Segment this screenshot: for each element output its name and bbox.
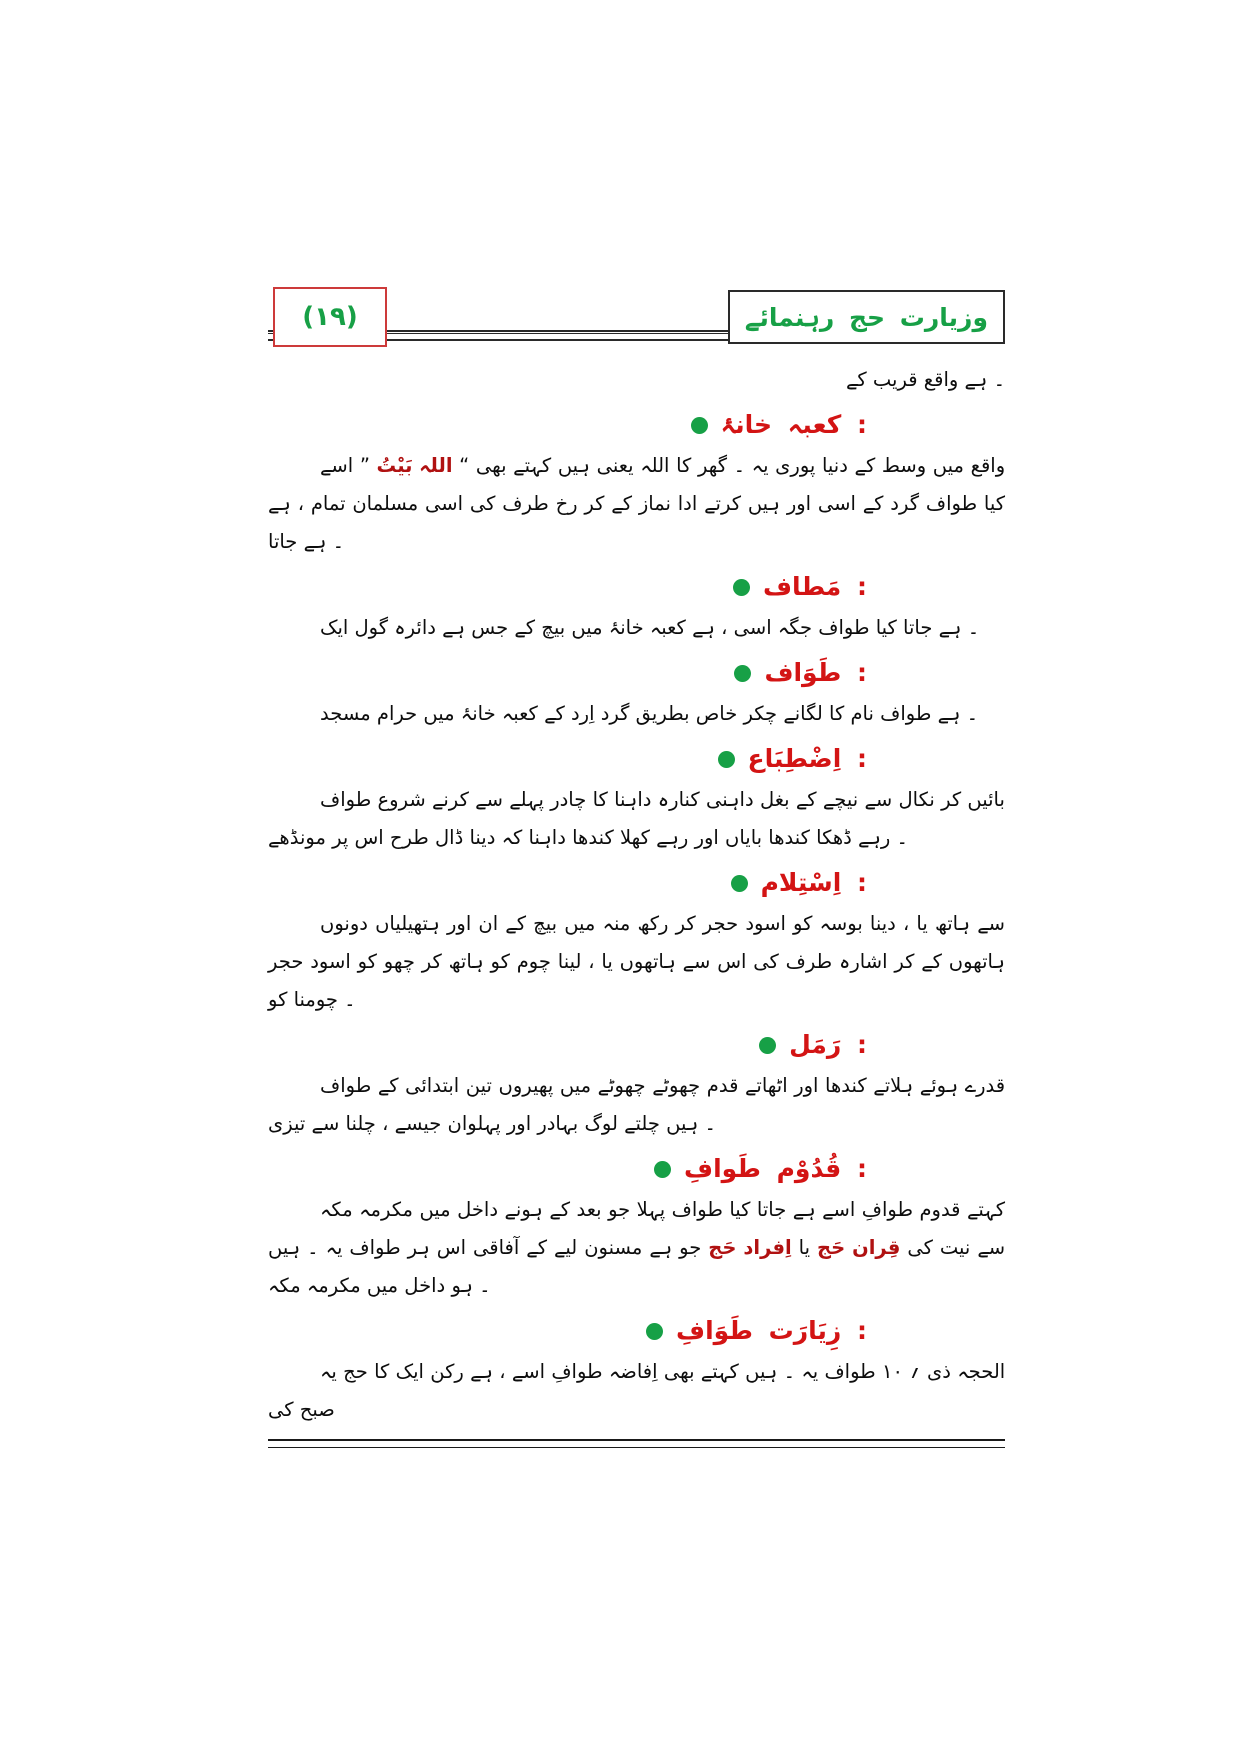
section-heading: طَوَافِ زِیَارَت : [676,1316,867,1345]
book-title-box [728,290,1005,344]
glossary-sections [268,408,1005,1429]
glossary-section [268,742,1005,857]
section-heading-row [268,742,1005,776]
section-paragraph: دونوں ہتھیلیاں اور ان کے بیچ میں منہ رکھ کر حجر اسود کو بوسہ دینا ، یا ہاتھ سے حجر اسود کو چھو کر ہاتھ کو چوم لینا ، یا ہاتھوں سے اس کی طرف اشارہ کر کے ہاتھوں کو چومنا ۔ [268,912,1005,1011]
book-title: رہنمائے حج وزیارت [744,302,988,332]
section-heading-row [268,656,1005,690]
section-paragraph: طواف کے ابتدائی تین پھیروں میں چھوٹے چھوٹے قدم اٹھاتے اور کندھا ہلاتے ہوئے قدرے تیزی سے چلنا ، جیسے پہلوان اور بہادر لوگ چلتے ہیں ۔ [268,1074,1006,1135]
glossary-section [268,656,1005,733]
glossary-section [268,408,1005,561]
section-paragraph: ایک گول دائرہ ہے جس کے بیچ میں خانۂ کعبہ ہے ، اسی جگہ طواف کیا جاتا ہے ۔ [320,616,980,639]
intro-line: کے قریب واقع ہے ۔ [845,368,1005,391]
section-heading: خانۂ کعبہ : [720,410,867,439]
section-heading-row [268,1152,1005,1186]
bullet-icon [759,1037,776,1054]
bullet-icon [646,1323,663,1340]
section-heading: اِضْطِبَاع : [747,744,867,773]
bullet-icon [718,751,735,768]
page-content [268,283,1005,1448]
glossary-section [268,1152,1005,1305]
section-heading-row [268,408,1005,442]
bottom-rule-divider [268,1439,1005,1448]
section-heading-row [268,866,1005,900]
section-heading: طَوافِ قُدُوْم : [684,1154,867,1183]
section-heading: طَوَاف : [764,658,867,687]
section-heading: اِسْتِلام : [760,868,867,897]
section-paragraph: مسجد حرام میں خانۂ کعبہ کے اِرد گرد بطریق خاص چکر لگانے کا نام طواف ہے ۔ [320,702,979,725]
glossary-section [268,570,1005,647]
page-number: (۱۹) [302,302,358,332]
bullet-icon [654,1161,671,1178]
page-number-box [273,287,387,347]
section-heading-row [268,1314,1005,1348]
section-heading: مَطاف : [763,572,867,601]
glossary-section [268,866,1005,1019]
section-heading-row [268,1028,1005,1062]
section-paragraph: مکہ مکرمہ میں داخل ہونے کے بعد جو پہلا طواف کیا جاتا ہے اسے طوافِ قدوم کہتے ہیں ۔ یہ طواف ہر اس آفاقی کے لیے مسنون ہے جو حَج اِفراد یا حَج قِران کی نیت سے مکہ مکرمہ میں داخل ہو ۔ [268,1198,1006,1297]
bullet-icon [733,579,750,596]
section-paragraph: طواف شروع کرنے سے پہلے چادر کا داہنا کنارہ داہنی بغل کے نیچے سے نکال کر بائیں مونڈھے پر اس طرح ڈال دینا کہ داہنا کندھا کھلا رہے اور بایاں کندھا ڈھکا رہے ۔ [268,788,1005,849]
section-heading: رَمَل : [789,1030,867,1059]
section-paragraph: اسے ” بَیْتُ اللہ “ بھی کہتے ہیں یعنی اللہ کا گھر ۔ یہ پوری دنیا کے وسط میں واقع ہے ، تمام مسلمان اسی کی طرف رخ کر کے نماز ادا کرتے ہیں اور اسی کے گرد طواف کیا جاتا ہے ۔ [268,454,1006,553]
bullet-icon [734,665,751,682]
glossary-section [268,1028,1005,1143]
section-heading-row [268,570,1005,604]
glossary-section [268,1314,1005,1429]
section-paragraph: یہ حج کا ایک رکن ہے ، اسے طوافِ اِفاضہ بھی کہتے ہیں ۔ یہ طواف ۱۰ ؍ ذی الحجہ کی صبح [268,1360,1006,1421]
bullet-icon [731,875,748,892]
page-header [268,283,1005,347]
bullet-icon [691,417,708,434]
